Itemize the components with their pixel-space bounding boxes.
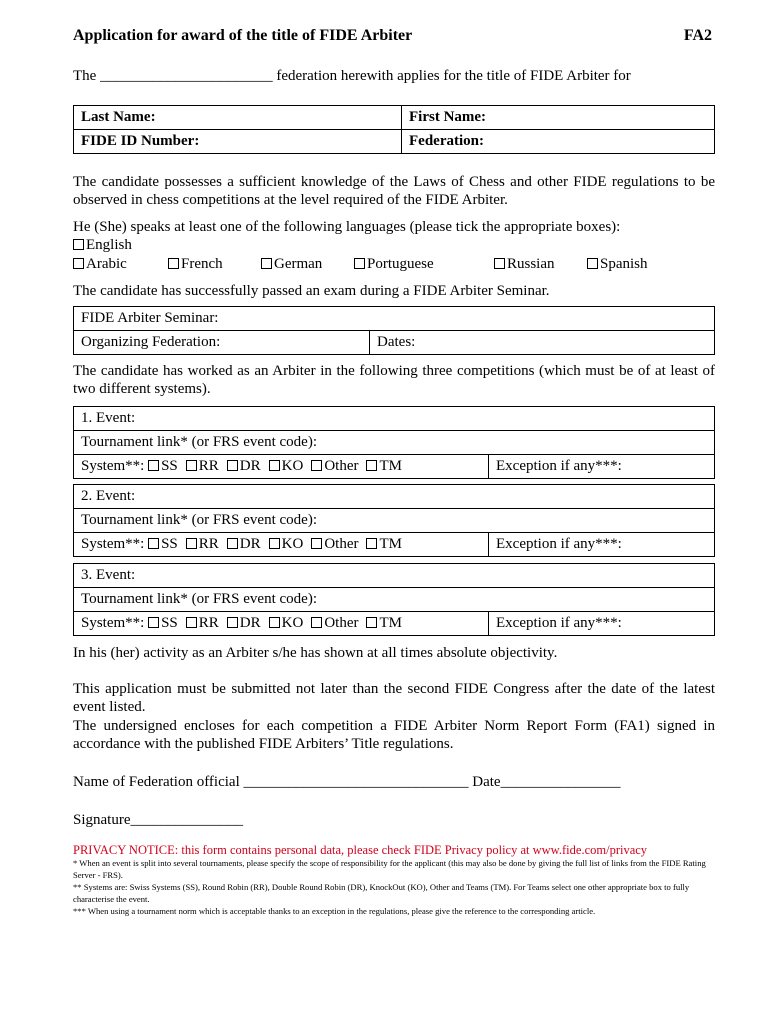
checkbox-icon[interactable]: [186, 617, 197, 628]
event-table-3: [73, 563, 715, 636]
event-field[interactable]: 2. Event:: [74, 485, 715, 509]
system-row: [74, 455, 489, 479]
encloses-paragraph: The undersigned encloses for each competition a FIDE Arbiter Norm Report Form (FA1) signed in accordance with the published FIDE Arbiters’ Title regulations.: [73, 718, 715, 752]
system-ko[interactable]: KO: [269, 536, 304, 552]
checkbox-icon[interactable]: [269, 617, 280, 628]
privacy-notice: PRIVACY NOTICE: this form contains personal data, please check FIDE Privacy policy at www.fide.com/privacy: [73, 843, 648, 857]
tournament-link-field[interactable]: Tournament link* (or FRS event code):: [74, 431, 715, 455]
language-english[interactable]: English: [73, 237, 132, 254]
intro-suffix: federation herewith applies for the title of FIDE Arbiter for: [276, 68, 631, 84]
official-line[interactable]: Name of Federation official ______________________________ Date________________: [73, 774, 621, 790]
system-label: System**:: [81, 615, 145, 631]
system-dr[interactable]: DR: [227, 536, 261, 552]
system-other[interactable]: Other: [311, 615, 358, 631]
language-arabic[interactable]: Arabic: [73, 256, 127, 273]
language-german[interactable]: German: [261, 256, 322, 273]
checkbox-icon[interactable]: [168, 258, 179, 269]
checkbox-icon[interactable]: [261, 258, 272, 269]
last-name-field[interactable]: Last Name:: [74, 106, 402, 130]
system-tm[interactable]: TM: [366, 536, 402, 552]
system-row: [74, 533, 489, 557]
event-table-2: [73, 484, 715, 557]
system-other[interactable]: Other: [311, 536, 358, 552]
system-ko[interactable]: KO: [269, 458, 304, 474]
checkbox-icon[interactable]: [227, 460, 238, 471]
checkbox-icon[interactable]: [269, 460, 280, 471]
organizing-federation-field[interactable]: Organizing Federation:: [74, 331, 370, 355]
system-rr[interactable]: RR: [186, 458, 219, 474]
system-ss[interactable]: SS: [148, 615, 178, 631]
system-tm[interactable]: TM: [366, 615, 402, 631]
system-ko[interactable]: KO: [269, 615, 304, 631]
language-russian[interactable]: Russian: [494, 256, 555, 273]
exam-paragraph: The candidate has successfully passed an exam during a FIDE Arbiter Seminar.: [73, 283, 550, 299]
exception-field[interactable]: Exception if any***:: [489, 612, 715, 636]
language-french[interactable]: French: [168, 256, 223, 273]
system-ss[interactable]: SS: [148, 458, 178, 474]
languages-paragraph: He (She) speaks at least one of the following languages (please tick the appropriate boxes):: [73, 219, 621, 235]
footnotes: [73, 857, 715, 917]
tournament-link-field[interactable]: Tournament link* (or FRS event code):: [74, 588, 715, 612]
tournament-link-field[interactable]: Tournament link* (or FRS event code):: [74, 509, 715, 533]
first-name-field[interactable]: First Name:: [402, 106, 715, 130]
checkbox-icon[interactable]: [148, 460, 159, 471]
seminar-field[interactable]: FIDE Arbiter Seminar:: [74, 307, 715, 331]
checkbox-icon[interactable]: [269, 538, 280, 549]
form-title: Application for award of the title of FIDE Arbiter: [73, 27, 413, 44]
system-dr[interactable]: DR: [227, 458, 261, 474]
system-rr[interactable]: RR: [186, 615, 219, 631]
system-other[interactable]: Other: [311, 458, 358, 474]
checkbox-icon[interactable]: [366, 538, 377, 549]
event-field[interactable]: 1. Event:: [74, 407, 715, 431]
event-field[interactable]: 3. Event:: [74, 564, 715, 588]
language-spanish[interactable]: Spanish: [587, 256, 648, 273]
signature-line[interactable]: Signature_______________: [73, 812, 243, 828]
checkbox-icon[interactable]: [494, 258, 505, 269]
exception-field[interactable]: Exception if any***:: [489, 455, 715, 479]
footnote-1: * When an event is split into several tournaments, please specify the scope of responsibility for the applicant (this may also be done by giving the full list of links from the FIDE Rating Server - FRS).: [73, 858, 706, 880]
language-portuguese[interactable]: Portuguese: [354, 256, 434, 273]
intro-prefix: The: [73, 68, 97, 84]
system-ss[interactable]: SS: [148, 536, 178, 552]
system-label: System**:: [81, 536, 145, 552]
checkbox-icon[interactable]: [73, 258, 84, 269]
checkbox-icon[interactable]: [311, 460, 322, 471]
checkbox-icon[interactable]: [186, 460, 197, 471]
checkbox-icon[interactable]: [73, 239, 84, 250]
dates-field[interactable]: Dates:: [370, 331, 715, 355]
system-label: System**:: [81, 458, 145, 474]
checkbox-icon[interactable]: [366, 460, 377, 471]
exception-field[interactable]: Exception if any***:: [489, 533, 715, 557]
knowledge-paragraph: The candidate possesses a sufficient knowledge of the Laws of Chess and other FIDE regulations to be observed in chess competitions at the level required of the FIDE Arbiter.: [73, 174, 715, 208]
objectivity-paragraph: In his (her) activity as an Arbiter s/he has shown at all times absolute objectivity.: [73, 645, 558, 661]
system-tm[interactable]: TM: [366, 458, 402, 474]
footnote-3: *** When using a tournament norm which is acceptable thanks to an exception in the regulations, please give the reference to the corresponding article.: [73, 906, 596, 916]
fide-id-field[interactable]: FIDE ID Number:: [74, 130, 402, 154]
checkbox-icon[interactable]: [354, 258, 365, 269]
checkbox-icon[interactable]: [227, 538, 238, 549]
checkbox-icon[interactable]: [227, 617, 238, 628]
checkbox-icon[interactable]: [311, 617, 322, 628]
checkbox-icon[interactable]: [366, 617, 377, 628]
intro-line: [73, 67, 718, 85]
event-table-1: [73, 406, 715, 479]
checkbox-icon[interactable]: [587, 258, 598, 269]
checkbox-icon[interactable]: [148, 538, 159, 549]
system-row: [74, 612, 489, 636]
candidate-table: [73, 105, 715, 154]
seminar-table: [73, 306, 715, 355]
checkbox-icon[interactable]: [311, 538, 322, 549]
federation-blank[interactable]: _______________________: [100, 68, 273, 84]
footnote-2: ** Systems are: Swiss Systems (SS), Round Robin (RR), Double Round Robin (DR), KnockOut (KO), Other and Teams (TM). For Teams select one other appropriate box to fully characterise the event.: [73, 882, 690, 904]
competitions-paragraph: The candidate has worked as an Arbiter in the following three competitions (which must be of at least of two different systems).: [73, 363, 715, 397]
federation-field[interactable]: Federation:: [402, 130, 715, 154]
system-dr[interactable]: DR: [227, 615, 261, 631]
checkbox-icon[interactable]: [148, 617, 159, 628]
form-code: FA2: [683, 27, 712, 44]
checkbox-icon[interactable]: [186, 538, 197, 549]
submission-paragraph: This application must be submitted not later than the second FIDE Congress after the date of the latest event listed.: [73, 681, 715, 715]
system-rr[interactable]: RR: [186, 536, 219, 552]
